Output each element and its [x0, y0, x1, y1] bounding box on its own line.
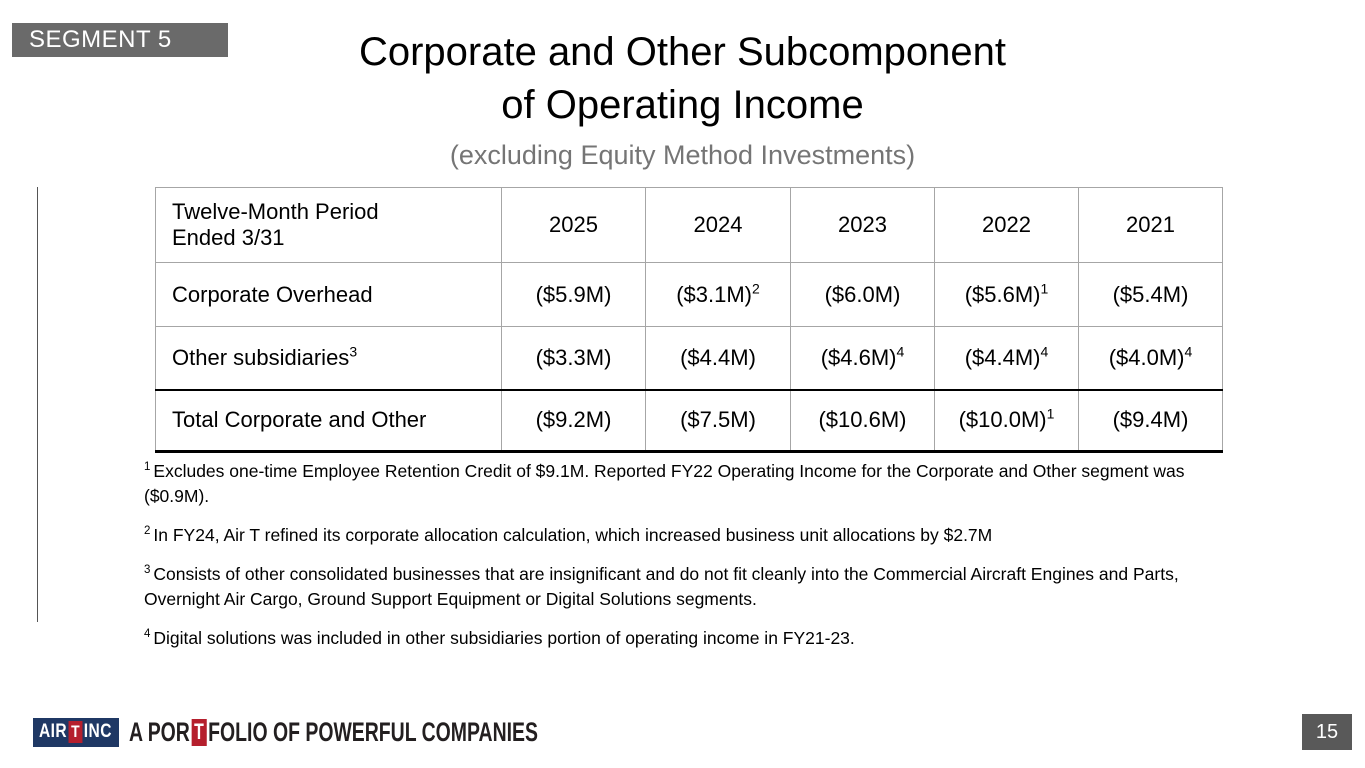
table-cell: ($4.4M) — [646, 327, 791, 390]
row-label: Other subsidiaries$^3$ — [156, 327, 502, 390]
table-cell: ($4.0M)$^4$ — [1079, 327, 1223, 390]
footnote-2: $^2$ In FY24, Air T refined its corporate allocation calculation, which increased business unit allocations by $2.7M — [144, 525, 993, 545]
segment-label: SEGMENT 5 — [12, 23, 228, 57]
footer — [33, 717, 697, 747]
footnote-1: $^1$ Excludes one-time Employee Retention Credit of $9.1M. Reported FY22 Operating Income for the Corporate and Other segment was ($0.9M). — [144, 461, 1185, 506]
table-row-total — [156, 390, 1223, 452]
table-cell: ($5.4M) — [1079, 263, 1223, 327]
table-cell: ($4.4M)$^4$ — [935, 327, 1079, 390]
row-label: Corporate Overhead — [156, 263, 502, 327]
table-header-year-2024: 2024 — [646, 188, 791, 263]
table-header-year-2023: 2023 — [791, 188, 935, 263]
table-cell: ($9.2M) — [502, 390, 646, 452]
left-vertical-rule — [37, 187, 38, 622]
data-table — [155, 187, 1223, 453]
logo-t-badge: T — [69, 721, 82, 743]
page-title-line2: of Operating Income — [501, 83, 864, 127]
airt-inc-logo — [33, 718, 119, 747]
tagline-t-badge: T — [191, 719, 206, 746]
row-label: Total Corporate and Other — [156, 390, 502, 452]
logo-inc-text: INC — [83, 721, 112, 742]
table-header-row — [156, 188, 1223, 263]
table-cell: ($5.6M)$^1$ — [935, 263, 1079, 327]
tagline-post: FOLIO OF POWERFUL COMPANIES — [208, 716, 538, 747]
title-block — [0, 26, 1365, 171]
page-number: 15 — [1302, 714, 1352, 750]
table-header-year-2022: 2022 — [935, 188, 1079, 263]
page-title-line1: Corporate and Other Subcomponent — [358, 30, 1007, 74]
table-cell: ($10.0M)$^1$ — [935, 390, 1079, 452]
table-cell: ($4.6M)$^4$ — [791, 327, 935, 390]
airt-inc-logo-text — [39, 721, 112, 743]
page-subtitle: (excluding Equity Method Investments) — [449, 140, 916, 170]
footnotes — [144, 459, 1222, 665]
footnote-4: $^4$ Digital solutions was included in other subsidiaries portion of operating income in FY21-23. — [144, 628, 855, 648]
table-cell: ($9.4M) — [1079, 390, 1223, 452]
table-cell: ($10.6M) — [791, 390, 935, 452]
tagline-pre: A POR — [129, 716, 190, 747]
table-row-other-subsidiaries — [156, 327, 1223, 390]
footnote-3: $^3$ Consists of other consolidated businesses that are insignificant and do not fit cleanly into the Commercial Aircraft Engines and Parts, Overnight Air Cargo, Ground Support Equipment or Digital Solutions segments. — [144, 564, 1179, 609]
table-row-corporate-overhead — [156, 263, 1223, 327]
table-header-period: Twelve-Month Period Ended 3/31 — [156, 188, 502, 263]
logo-air-text: AIR — [39, 721, 68, 742]
table-cell: ($5.9M) — [502, 263, 646, 327]
table-cell: ($6.0M) — [791, 263, 935, 327]
table-cell: ($3.1M)$^2$ — [646, 263, 791, 327]
table-cell: ($7.5M) — [646, 390, 791, 452]
table-cell: ($3.3M) — [502, 327, 646, 390]
table-header-year-2021: 2021 — [1079, 188, 1223, 263]
footer-tagline — [129, 717, 538, 748]
table-header-year-2025: 2025 — [502, 188, 646, 263]
operating-income-table — [155, 187, 1223, 453]
